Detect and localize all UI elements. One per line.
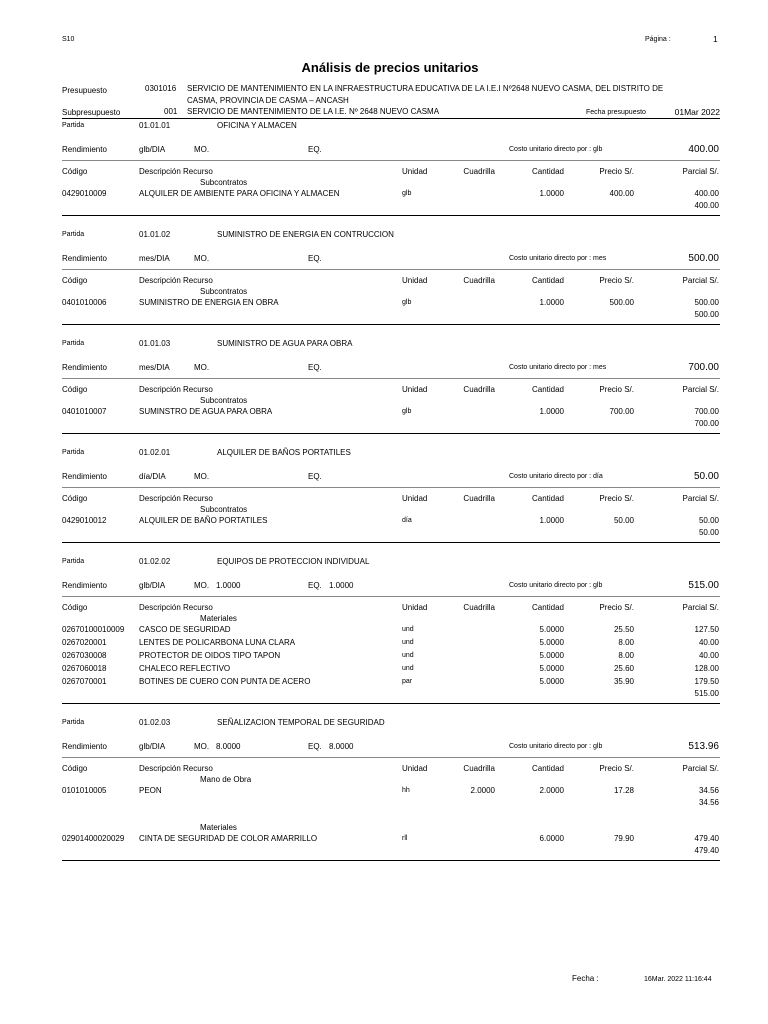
presupuesto-description: SERVICIO DE MANTENIMIENTO EN LA INFRAESTRUCTURA EDUCATIVA DE LA I.E.I Nº2648 NUEVO CASMA, DEL DISTRITO DE [187, 84, 664, 93]
group-subtotal: 500.00 [694, 310, 719, 319]
item-cantidad: 2.0000 [539, 786, 564, 795]
partida-end-divider [62, 215, 720, 216]
group-title: Materiales [200, 614, 237, 623]
item-cantidad: 5.0000 [539, 664, 564, 673]
col-header-descripcion: Descripción Recurso [139, 494, 213, 503]
item-parcial: 128.00 [694, 664, 719, 673]
footer-fecha-value: 16Mar. 2022 11:16:44 [644, 976, 712, 983]
col-header-codigo: Código [62, 276, 88, 285]
partida-name: SUMINISTRO DE AGUA PARA OBRA [217, 339, 353, 348]
col-header-descripcion: Descripción Recurso [139, 603, 213, 612]
item-unidad: und [402, 652, 414, 659]
col-header-precio: Precio S/. [599, 764, 634, 773]
costo-unitario-value: 513.96 [688, 741, 719, 752]
partida-name: ALQUILER DE BAÑOS PORTATILES [217, 448, 351, 457]
col-header-parcial: Parcial S/. [682, 276, 719, 285]
col-header-cantidad: Cantidad [531, 167, 564, 176]
eq-value: 8.0000 [329, 742, 354, 751]
group-title: Materiales [200, 823, 237, 832]
item-unidad: und [402, 665, 414, 672]
partida-name: EQUIPOS DE PROTECCION INDIVIDUAL [217, 557, 370, 566]
col-header-precio: Precio S/. [599, 603, 634, 612]
rendimiento-unit: día/DIA [139, 472, 166, 481]
eq-label: EQ. [308, 254, 322, 263]
mo-label: MO. [194, 742, 210, 751]
col-header-cuadrilla: Cuadrilla [463, 494, 495, 503]
item-codigo: 0401010006 [62, 298, 107, 307]
col-header-codigo: Código [62, 494, 88, 503]
col-header-codigo: Código [62, 385, 88, 394]
partida-label: Partida [62, 340, 85, 347]
costo-unitario-label: Costo unitario directo por : día [509, 473, 603, 480]
eq-label: EQ. [308, 581, 322, 590]
partida-code: 01.01.01 [139, 121, 171, 130]
item-unidad: hh [402, 787, 410, 794]
subpresupuesto-description: SERVICIO DE MANTENIMIENTO DE LA I.E. Nº 2648 NUEVO CASMA [187, 107, 440, 116]
group-subtotal: 50.00 [698, 528, 719, 537]
item-descripcion: BOTINES DE CUERO CON PUNTA DE ACERO [139, 677, 311, 686]
item-parcial: 500.00 [694, 298, 719, 307]
subpresupuesto-code: 001 [164, 107, 178, 116]
item-unidad: glb [402, 408, 412, 415]
col-header-cantidad: Cantidad [531, 276, 564, 285]
col-header-precio: Precio S/. [599, 385, 634, 394]
partida-label: Partida [62, 122, 85, 129]
item-parcial: 700.00 [694, 407, 719, 416]
item-precio: 700.00 [609, 407, 634, 416]
item-precio: 25.50 [613, 625, 634, 634]
costo-unitario-label: Costo unitario directo por : mes [509, 364, 607, 371]
item-parcial: 179.50 [694, 677, 719, 686]
item-descripcion: ALQUILER DE BAÑO PORTATILES [139, 516, 268, 525]
eq-label: EQ. [308, 145, 322, 154]
item-parcial: 34.56 [698, 786, 719, 795]
col-header-precio: Precio S/. [599, 494, 634, 503]
group-title: Subcontratos [200, 178, 248, 187]
subpresupuesto-label: Subpresupuesto [62, 108, 121, 117]
item-codigo: 02901400020029 [62, 834, 125, 843]
item-precio: 25.60 [613, 664, 634, 673]
item-cantidad: 5.0000 [539, 651, 564, 660]
col-header-precio: Precio S/. [599, 167, 634, 176]
rendimiento-unit: mes/DIA [139, 254, 170, 263]
col-header-descripcion: Descripción Recurso [139, 385, 213, 394]
mo-label: MO. [194, 254, 210, 263]
footer-fecha-label: Fecha : [572, 974, 599, 983]
mo-label: MO. [194, 472, 210, 481]
rendimiento-label: Rendimiento [62, 742, 107, 751]
item-descripcion: ALQUILER DE AMBIENTE PARA OFICINA Y ALMACEN [139, 189, 340, 198]
col-header-unidad: Unidad [402, 167, 428, 176]
mo-value: 8.0000 [216, 742, 241, 751]
group-title: Subcontratos [200, 505, 248, 514]
item-unidad: glb [402, 299, 412, 306]
group-subtotal: 400.00 [694, 201, 719, 210]
item-parcial: 127.50 [694, 625, 719, 634]
item-cantidad: 5.0000 [539, 638, 564, 647]
item-descripcion: PROTECTOR DE OIDOS TIPO TAPON [139, 651, 281, 660]
rendimiento-unit: glb/DIA [139, 145, 166, 154]
fecha-presupuesto-value: 01Mar 2022 [674, 107, 720, 117]
item-cantidad: 6.0000 [539, 834, 564, 843]
item-codigo: 0429010009 [62, 189, 107, 198]
item-descripcion: CHALECO REFLECTIVO [139, 664, 231, 673]
partida-code: 01.02.03 [139, 718, 171, 727]
item-cantidad: 1.0000 [539, 298, 564, 307]
col-header-unidad: Unidad [402, 764, 428, 773]
col-header-descripcion: Descripción Recurso [139, 167, 213, 176]
item-codigo: 0267060018 [62, 664, 107, 673]
item-descripcion: SUMINISTRO DE ENERGIA EN OBRA [139, 298, 279, 307]
item-codigo: 0429010012 [62, 516, 107, 525]
item-precio: 50.00 [613, 516, 634, 525]
col-header-parcial: Parcial S/. [682, 167, 719, 176]
col-header-codigo: Código [62, 764, 88, 773]
col-header-descripcion: Descripción Recurso [139, 276, 213, 285]
col-header-descripcion: Descripción Recurso [139, 764, 213, 773]
item-descripcion: PEON [139, 786, 162, 795]
partida-label: Partida [62, 719, 85, 726]
group-subtotal: 479.40 [694, 846, 719, 855]
rendimiento-label: Rendimiento [62, 472, 107, 481]
eq-label: EQ. [308, 742, 322, 751]
item-precio: 17.28 [613, 786, 634, 795]
item-cantidad: 1.0000 [539, 407, 564, 416]
group-subtotal: 515.00 [694, 689, 719, 698]
group-title: Subcontratos [200, 396, 248, 405]
page-title: Análisis de precios unitarios [301, 60, 479, 75]
col-header-unidad: Unidad [402, 385, 428, 394]
partida-code: 01.01.02 [139, 230, 171, 239]
rendimiento-unit: mes/DIA [139, 363, 170, 372]
group-subtotal: 700.00 [694, 419, 719, 428]
col-header-cantidad: Cantidad [531, 385, 564, 394]
fecha-presupuesto-label: Fecha presupuesto [586, 109, 646, 116]
item-codigo: 02670100010009 [62, 625, 125, 634]
item-unidad: par [402, 678, 413, 685]
software-name: S10 [62, 36, 75, 43]
item-codigo: 0101010005 [62, 786, 107, 795]
rendimiento-unit: glb/DIA [139, 581, 166, 590]
rendimiento-label: Rendimiento [62, 581, 107, 590]
partida-name: SEÑALIZACION TEMPORAL DE SEGURIDAD [217, 718, 385, 727]
item-parcial: 400.00 [694, 189, 719, 198]
col-header-cuadrilla: Cuadrilla [463, 167, 495, 176]
col-header-cuadrilla: Cuadrilla [463, 276, 495, 285]
item-cantidad: 5.0000 [539, 625, 564, 634]
partida-code: 01.02.02 [139, 557, 171, 566]
col-header-cantidad: Cantidad [531, 603, 564, 612]
col-header-parcial: Parcial S/. [682, 764, 719, 773]
group-title: Subcontratos [200, 287, 248, 296]
eq-value: 1.0000 [329, 581, 354, 590]
item-precio: 8.00 [618, 638, 634, 647]
group-title: Mano de Obra [200, 775, 252, 784]
item-parcial: 50.00 [698, 516, 719, 525]
item-codigo: 0401010007 [62, 407, 107, 416]
partida-name: OFICINA Y ALMACEN [217, 121, 297, 130]
partida-label: Partida [62, 231, 85, 238]
item-precio: 8.00 [618, 651, 634, 660]
col-header-cuadrilla: Cuadrilla [463, 603, 495, 612]
item-codigo: 0267070001 [62, 677, 107, 686]
col-header-cuadrilla: Cuadrilla [463, 385, 495, 394]
eq-label: EQ. [308, 363, 322, 372]
partida-label: Partida [62, 558, 85, 565]
col-header-parcial: Parcial S/. [682, 494, 719, 503]
item-descripcion: LENTES DE POLICARBONA LUNA CLARA [139, 638, 296, 647]
mo-label: MO. [194, 581, 210, 590]
item-unidad: und [402, 639, 414, 646]
costo-unitario-label: Costo unitario directo por : glb [509, 146, 603, 153]
rendimiento-label: Rendimiento [62, 145, 107, 154]
partida-end-divider [62, 703, 720, 704]
costo-unitario-label: Costo unitario directo por : mes [509, 255, 607, 262]
group-subtotal: 34.56 [698, 798, 719, 807]
item-descripcion: SUMINSTRO DE AGUA PARA OBRA [139, 407, 273, 416]
eq-label: EQ. [308, 472, 322, 481]
item-unidad: día [402, 517, 412, 524]
rendimiento-divider [62, 596, 720, 597]
item-parcial: 479.40 [694, 834, 719, 843]
costo-unitario-value: 50.00 [693, 471, 719, 482]
item-precio: 400.00 [609, 189, 634, 198]
rendimiento-unit: glb/DIA [139, 742, 166, 751]
col-header-unidad: Unidad [402, 603, 428, 612]
costo-unitario-value: 500.00 [688, 253, 719, 264]
item-precio: 500.00 [609, 298, 634, 307]
presupuesto-label: Presupuesto [62, 86, 107, 95]
costo-unitario-value: 515.00 [688, 580, 719, 591]
rendimiento-divider [62, 160, 720, 161]
rendimiento-label: Rendimiento [62, 363, 107, 372]
col-header-codigo: Código [62, 167, 88, 176]
col-header-cantidad: Cantidad [531, 494, 564, 503]
item-descripcion: CINTA DE SEGURIDAD DE COLOR AMARRILLO [139, 834, 318, 843]
partida-end-divider [62, 542, 720, 543]
item-parcial: 40.00 [698, 651, 719, 660]
col-header-parcial: Parcial S/. [682, 385, 719, 394]
rendimiento-divider [62, 757, 720, 758]
presupuesto-description-cont: CASMA, PROVINCIA DE CASMA – ANCASH [187, 96, 349, 105]
col-header-codigo: Código [62, 603, 88, 612]
item-cantidad: 1.0000 [539, 516, 564, 525]
col-header-parcial: Parcial S/. [682, 603, 719, 612]
rendimiento-label: Rendimiento [62, 254, 107, 263]
costo-unitario-label: Costo unitario directo por : glb [509, 743, 603, 750]
item-unidad: und [402, 626, 414, 633]
costo-unitario-value: 700.00 [688, 362, 719, 373]
col-header-unidad: Unidad [402, 276, 428, 285]
col-header-cantidad: Cantidad [531, 764, 564, 773]
col-header-cuadrilla: Cuadrilla [463, 764, 495, 773]
header-divider [62, 118, 720, 119]
item-precio: 79.90 [613, 834, 634, 843]
mo-label: MO. [194, 145, 210, 154]
partida-end-divider [62, 433, 720, 434]
item-unidad: glb [402, 190, 412, 197]
rendimiento-divider [62, 269, 720, 270]
item-cantidad: 5.0000 [539, 677, 564, 686]
partida-end-divider [62, 324, 720, 325]
col-header-unidad: Unidad [402, 494, 428, 503]
item-cantidad: 1.0000 [539, 189, 564, 198]
presupuesto-code: 0301016 [145, 84, 177, 93]
item-codigo: 0267020001 [62, 638, 107, 647]
rendimiento-divider [62, 487, 720, 488]
item-parcial: 40.00 [698, 638, 719, 647]
partida-name: SUMINISTRO DE ENERGIA EN CONTRUCCION [217, 230, 394, 239]
partida-end-divider [62, 860, 720, 861]
rendimiento-divider [62, 378, 720, 379]
item-cuadrilla: 2.0000 [470, 786, 495, 795]
item-unidad: rll [402, 835, 408, 842]
item-precio: 35.90 [613, 677, 634, 686]
costo-unitario-value: 400.00 [688, 144, 719, 155]
partida-label: Partida [62, 449, 85, 456]
col-header-precio: Precio S/. [599, 276, 634, 285]
mo-value: 1.0000 [216, 581, 241, 590]
item-codigo: 0267030008 [62, 651, 107, 660]
mo-label: MO. [194, 363, 210, 372]
costo-unitario-label: Costo unitario directo por : glb [509, 582, 603, 589]
page-number: 1 [713, 34, 718, 44]
item-descripcion: CASCO DE SEGURIDAD [139, 625, 231, 634]
partida-code: 01.01.03 [139, 339, 171, 348]
page-label: Página : [645, 36, 671, 43]
partida-code: 01.02.01 [139, 448, 171, 457]
